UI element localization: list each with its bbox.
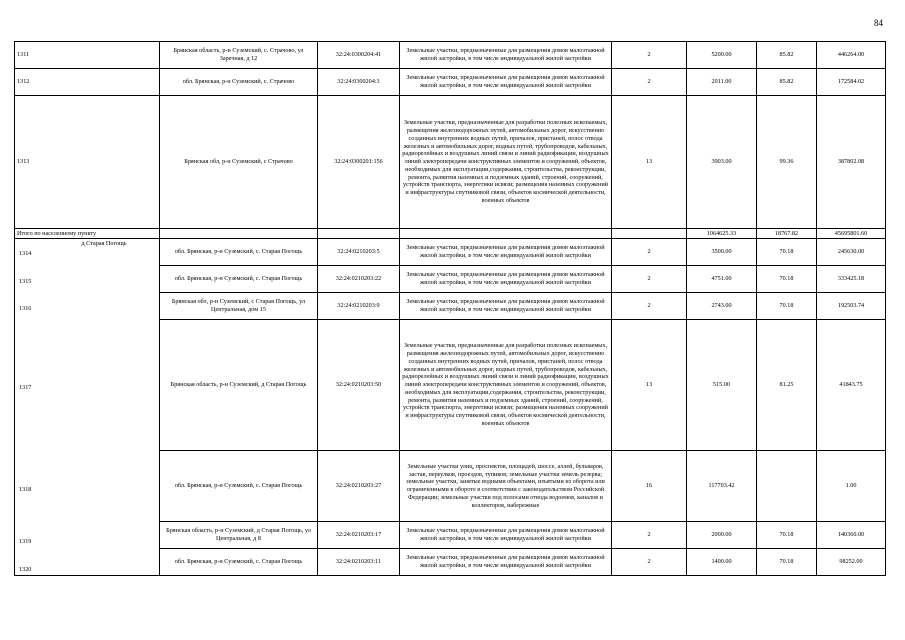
rate-cell: 70.18 (757, 266, 817, 293)
area-cell: 515.00 (687, 320, 757, 451)
row-number: 1320 (19, 566, 32, 573)
cadastral-number-cell: 32:24:0210203:5 (318, 239, 400, 266)
subtotal-row (15, 229, 886, 239)
rate-cell: 81.25 (757, 320, 817, 451)
land-category-cell: Земельные участки, предназначенные для размещения домов малоэтажной жилой застройки, в том числе индивидуальной жилой застройки (400, 239, 612, 266)
address-cell: обл. Брянская, р-н Суземский, с. Старая Погощь (160, 451, 318, 522)
land-category-cell: Земельные участки, предназначенные для размещения домов малоэтажной жилой застройки, в том числе индивидуальной жилой застройки (400, 293, 612, 320)
row-number: 1318 (19, 486, 32, 493)
area-cell: 4751.00 (687, 266, 757, 293)
cadastral-number-cell: 32:24:0210203:22 (318, 266, 400, 293)
row-number: 1313 (15, 96, 160, 229)
table-row (15, 239, 886, 266)
rate-cell: 99.36 (757, 96, 817, 229)
row-number: 1319 (19, 538, 32, 545)
row-number: 1312 (15, 69, 160, 96)
value-cell: 98252.00 (817, 549, 886, 576)
rate-cell: 70.18 (757, 293, 817, 320)
land-category-cell: Земельные участки, предназначенные для размещения домов малоэтажной жилой застройки, в том числе индивидуальной жилой застройки (400, 69, 612, 96)
area-cell: 5200.00 (687, 42, 757, 69)
value-cell: 41843.75 (817, 320, 886, 451)
category-code-cell: 2 (612, 239, 687, 266)
land-category-cell: Земельные участки, предназначенные для разработки полезных ископаемых, размещения железнодорожных путей, автомобильных дорог, искусственно созданных внутренних водных путей, причалов, пристаней, полос отвода железных и автомобильных дорог, водных путей, трубопроводов, кабельных, радиорелейных и воздушных линий связи и линий радиофикации, воздушных линий электропередачи конструктивных элементов и сооружений, объектов, необходимых для эксплуатации,содержания, строительства, реконструкции, ремонта, развития наземных и подземных зданий, строений, сооружений, устройств транспорта, энергетики исвязи; размещения наземных сооружений и инфраструктуры спутниковой связи, объектов космической деятельности, военных объектов (400, 320, 612, 451)
page-number: 84 (874, 18, 883, 28)
row-number: 1314 (19, 250, 32, 257)
row-number: 1311 (15, 42, 160, 69)
address-cell: Брянская обл, р-н Суземский, с Старая Погощь, ул Центральная, дом 15 (160, 293, 318, 320)
subtotal-value: 45695801.60 (817, 229, 886, 239)
land-category-cell: Земельные участки улиц, проспектов, площадей, шоссе, аллей, бульваров, застав, переулков, проездов, тупиков; земельные участки земель резерва; земельные участки, занятые водными объектами, изъятыми из оборота или ограниченными в обороте в соответствии с законодательством Российской Федерации; земельные участки под полосами отвода водоемов, каналов и коллекторов, набережные (400, 451, 612, 522)
cadastral-number-cell: 32:24:0300204:41 (318, 42, 400, 69)
cadastral-number-cell: 32:24:0210203:11 (318, 549, 400, 576)
category-code-cell: 13 (612, 320, 687, 451)
value-cell: 172584.02 (817, 69, 886, 96)
address-cell: Брянская область, р-н Суземский, с. Страчово, ул Заречная, д 12 (160, 42, 318, 69)
subtotal-label: Итого по населенному пункту (15, 229, 160, 239)
category-code-cell: 13 (612, 96, 687, 229)
category-code-cell: 2 (612, 69, 687, 96)
rate-cell: 85.82 (757, 42, 817, 69)
value-cell: 387802.08 (817, 96, 886, 229)
value-cell: 1.00 (817, 451, 886, 522)
rate-cell: 70.18 (757, 549, 817, 576)
category-code-cell: 16 (612, 451, 687, 522)
address-cell: обл. Брянская, р-н Суземский, с. Страчово (160, 69, 318, 96)
table-row (15, 42, 886, 69)
land-category-cell: Земельные участки, предназначенные для размещения домов малоэтажной жилой застройки, в том числе индивидуальной жилой застройки (400, 549, 612, 576)
land-category-cell: Земельные участки, предназначенные для разработки полезных ископаемых, размещения железнодорожных путей, автомобильных дорог, искусственно созданных внутренних водных путей, причалов, пристаней, полос отвода железных и автомобильных дорог, водных путей, трубопроводов, кабельных, радиорелейных и воздушных линий связи и линий радиофикации, воздушных линий электропередачи конструктивных элементов и сооружений, объектов, необходимых для эксплуатации,содержания, строительства, реконструкции, ремонта, развития наземных и подземных зданий, строений, сооружений, устройств транспорта, энергетики исвязи; размещения наземных сооружений и инфраструктуры спутниковой связи, объектов космической деятельности, военных объектов (400, 96, 612, 229)
rate-cell (757, 451, 817, 522)
land-category-cell: Земельные участки, предназначенные для размещения домов малоэтажной жилой застройки, в том числе индивидуальной жилой застройки (400, 522, 612, 549)
value-cell: 140360.00 (817, 522, 886, 549)
cadastral-number-cell: 32:24:0210203:9 (318, 293, 400, 320)
rate-cell: 70.18 (757, 239, 817, 266)
cadastral-number-cell: 32:24:0300204:3 (318, 69, 400, 96)
value-cell: 245630.00 (817, 239, 886, 266)
value-cell: 192503.74 (817, 293, 886, 320)
area-cell: 2011.00 (687, 69, 757, 96)
rate-cell: 85.82 (757, 69, 817, 96)
category-code-cell: 2 (612, 266, 687, 293)
land-category-cell: Земельные участки, предназначенные для размещения домов малоэтажной жилой застройки, в том числе индивидуальной жилой застройки (400, 266, 612, 293)
area-cell: 3500.00 (687, 239, 757, 266)
cadastral-number-cell: 32:24:0300201:156 (318, 96, 400, 229)
category-code-cell: 2 (612, 293, 687, 320)
address-cell: обл. Брянская, р-н Суземский, с. Старая Погощь (160, 549, 318, 576)
land-registry-table (14, 41, 886, 576)
rate-cell: 70.18 (757, 522, 817, 549)
subtotal-rate: 18767.82 (757, 229, 817, 239)
category-code-cell: 2 (612, 549, 687, 576)
value-cell: 446264.00 (817, 42, 886, 69)
category-code-cell: 2 (612, 522, 687, 549)
row-number: 1316 (19, 305, 32, 312)
table-row (15, 69, 886, 96)
cadastral-number-cell: 32:24:0210203:17 (318, 522, 400, 549)
area-cell: 2000.00 (687, 522, 757, 549)
cadastral-number-cell: 32:24:0210203:27 (318, 451, 400, 522)
value-cell: 333425.18 (817, 266, 886, 293)
address-cell: Брянская область, р-н Суземский, д Старая Погощь, ул Центральная, д 8 (160, 522, 318, 549)
area-cell: 1400.00 (687, 549, 757, 576)
land-category-cell: Земельные участки, предназначенные для размещения домов малоэтажной жилой застройки, в том числе индивидуальной жилой застройки (400, 42, 612, 69)
area-cell: 117703.42 (687, 451, 757, 522)
address-cell: Брянская обл, р-н Суземский, с Страчово (160, 96, 318, 229)
locality-name: д Старая Погощь (81, 240, 127, 247)
row-number: 1317 (19, 384, 32, 391)
locality-cell (15, 239, 160, 576)
address-cell: обл. Брянская, р-н Суземский, с. Старая Погощь (160, 239, 318, 266)
address-cell: Брянская область, р-н Суземский, д Старая Погощь (160, 320, 318, 451)
category-code-cell: 2 (612, 42, 687, 69)
area-cell: 2743.00 (687, 293, 757, 320)
cadastral-number-cell: 32:24:0210203:50 (318, 320, 400, 451)
row-number: 1315 (19, 278, 32, 285)
table-row (15, 96, 886, 229)
address-cell: обл. Брянская, р-н Суземский, с. Старая Погощь (160, 266, 318, 293)
area-cell: 3903.00 (687, 96, 757, 229)
subtotal-area: 1064625.33 (687, 229, 757, 239)
